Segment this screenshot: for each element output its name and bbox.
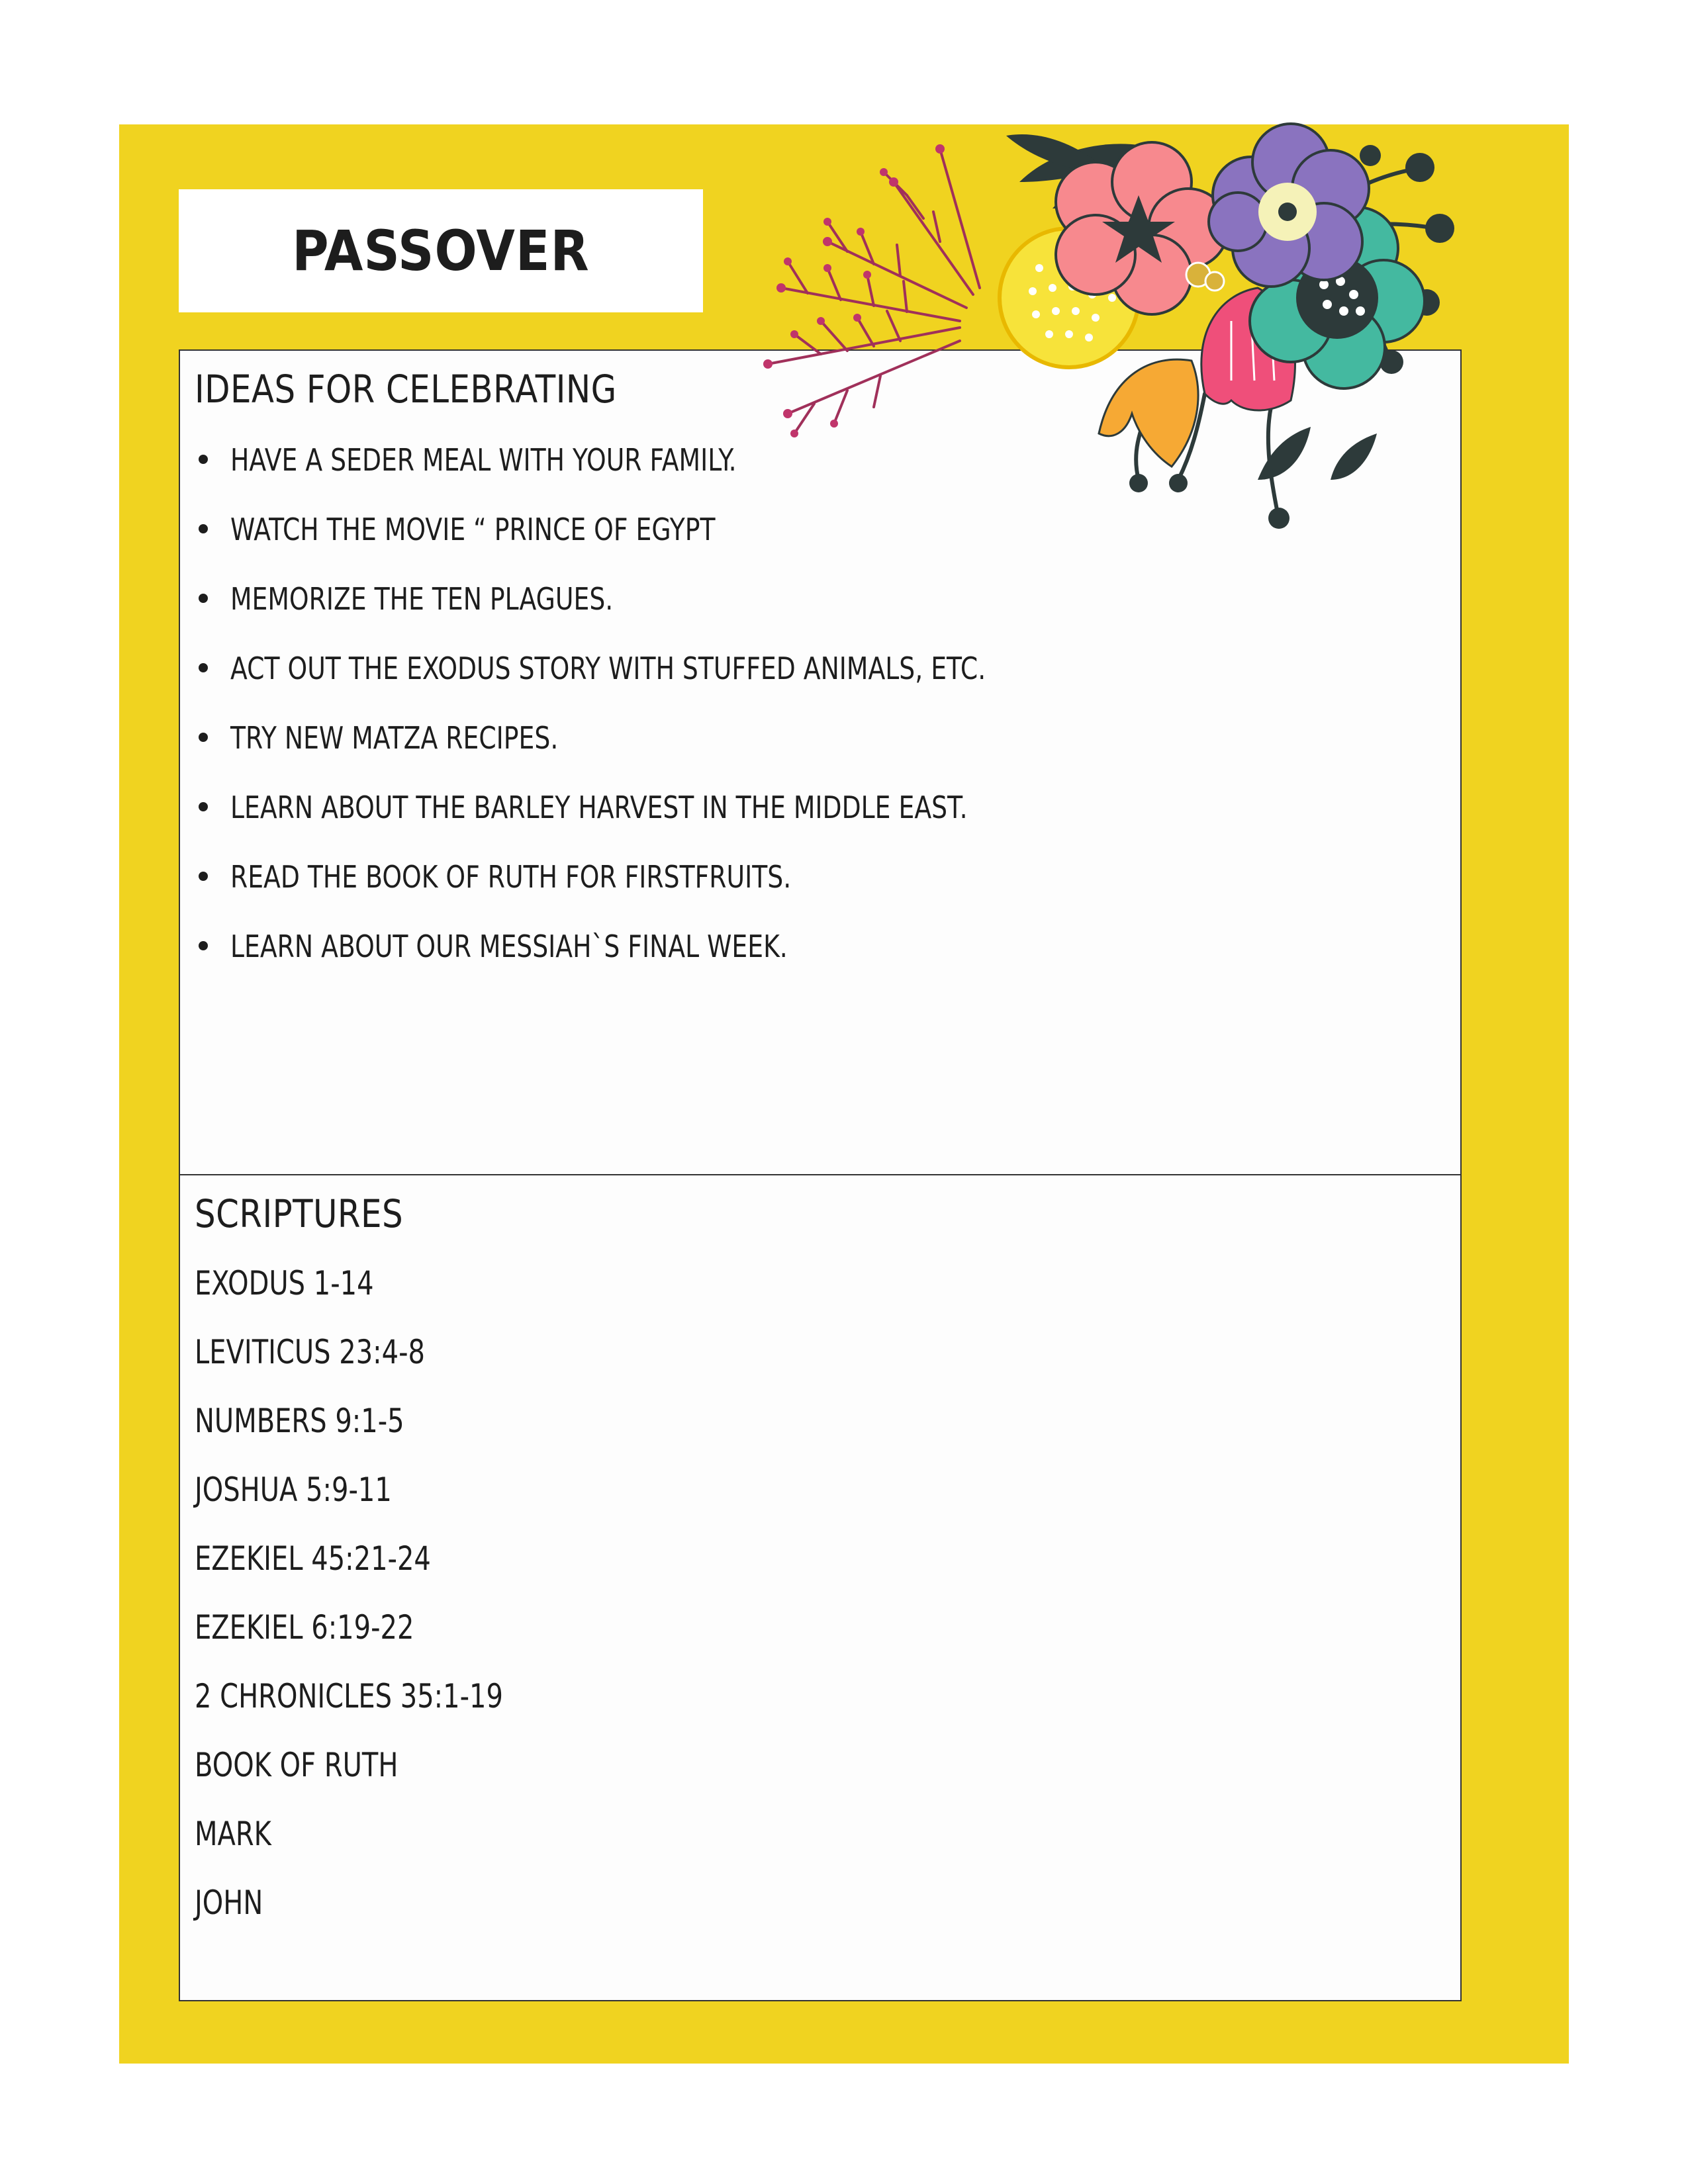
- bullet-icon: [199, 524, 208, 533]
- list-item: LEARN ABOUT THE BARLEY HARVEST IN THE MIDDLE EAST.: [195, 788, 1152, 857]
- list-item: LEARN ABOUT OUR MESSIAH`S FINAL WEEK.: [195, 927, 1152, 996]
- title-box: [179, 189, 703, 312]
- list-item: EZEKIEL 45:21-24: [195, 1539, 431, 1578]
- bullet-icon: [199, 941, 208, 950]
- list-item: 2 CHRONICLES 35:1-19: [195, 1677, 503, 1715]
- list-item: MEMORIZE THE TEN PLAGUES.: [195, 579, 1152, 649]
- list-item: HAVE A SEDER MEAL WITH YOUR FAMILY.: [195, 440, 1152, 510]
- scriptures-panel: [179, 1174, 1462, 2001]
- list-item: TRY NEW MATZA RECIPES.: [195, 718, 1152, 788]
- bullet-icon: [199, 663, 208, 672]
- bullet-icon: [199, 802, 208, 811]
- scriptures-list: [195, 1263, 580, 1951]
- bullet-icon: [199, 594, 208, 603]
- bullet-icon: [199, 733, 208, 742]
- list-item: ACT OUT THE EXODUS STORY WITH STUFFED ANIMALS, ETC.: [195, 649, 1152, 718]
- scriptures-heading: SCRIPTURES: [195, 1191, 404, 1236]
- page-title: PASSOVER: [292, 218, 590, 283]
- floral-decoration-icon: [741, 122, 1536, 559]
- list-item: MARK: [195, 1815, 271, 1853]
- list-item: READ THE BOOK OF RUTH FOR FIRSTFRUITS.: [195, 857, 1152, 927]
- bullet-icon: [199, 872, 208, 881]
- list-item: JOSHUA 5:9-11: [195, 1471, 392, 1509]
- list-item: EZEKIEL 6:19-22: [195, 1608, 414, 1647]
- bullet-icon: [199, 455, 208, 464]
- ideas-heading: IDEAS FOR CELEBRATING: [195, 367, 617, 412]
- list-item: WATCH THE MOVIE “ PRINCE OF EGYPT: [195, 510, 1152, 579]
- list-item: LEVITICUS 23:4-8: [195, 1333, 425, 1371]
- list-item: NUMBERS 9:1-5: [195, 1402, 404, 1440]
- list-item: BOOK OF RUTH: [195, 1746, 399, 1784]
- list-item: EXODUS 1-14: [195, 1264, 374, 1302]
- list-item: JOHN: [195, 1884, 263, 1922]
